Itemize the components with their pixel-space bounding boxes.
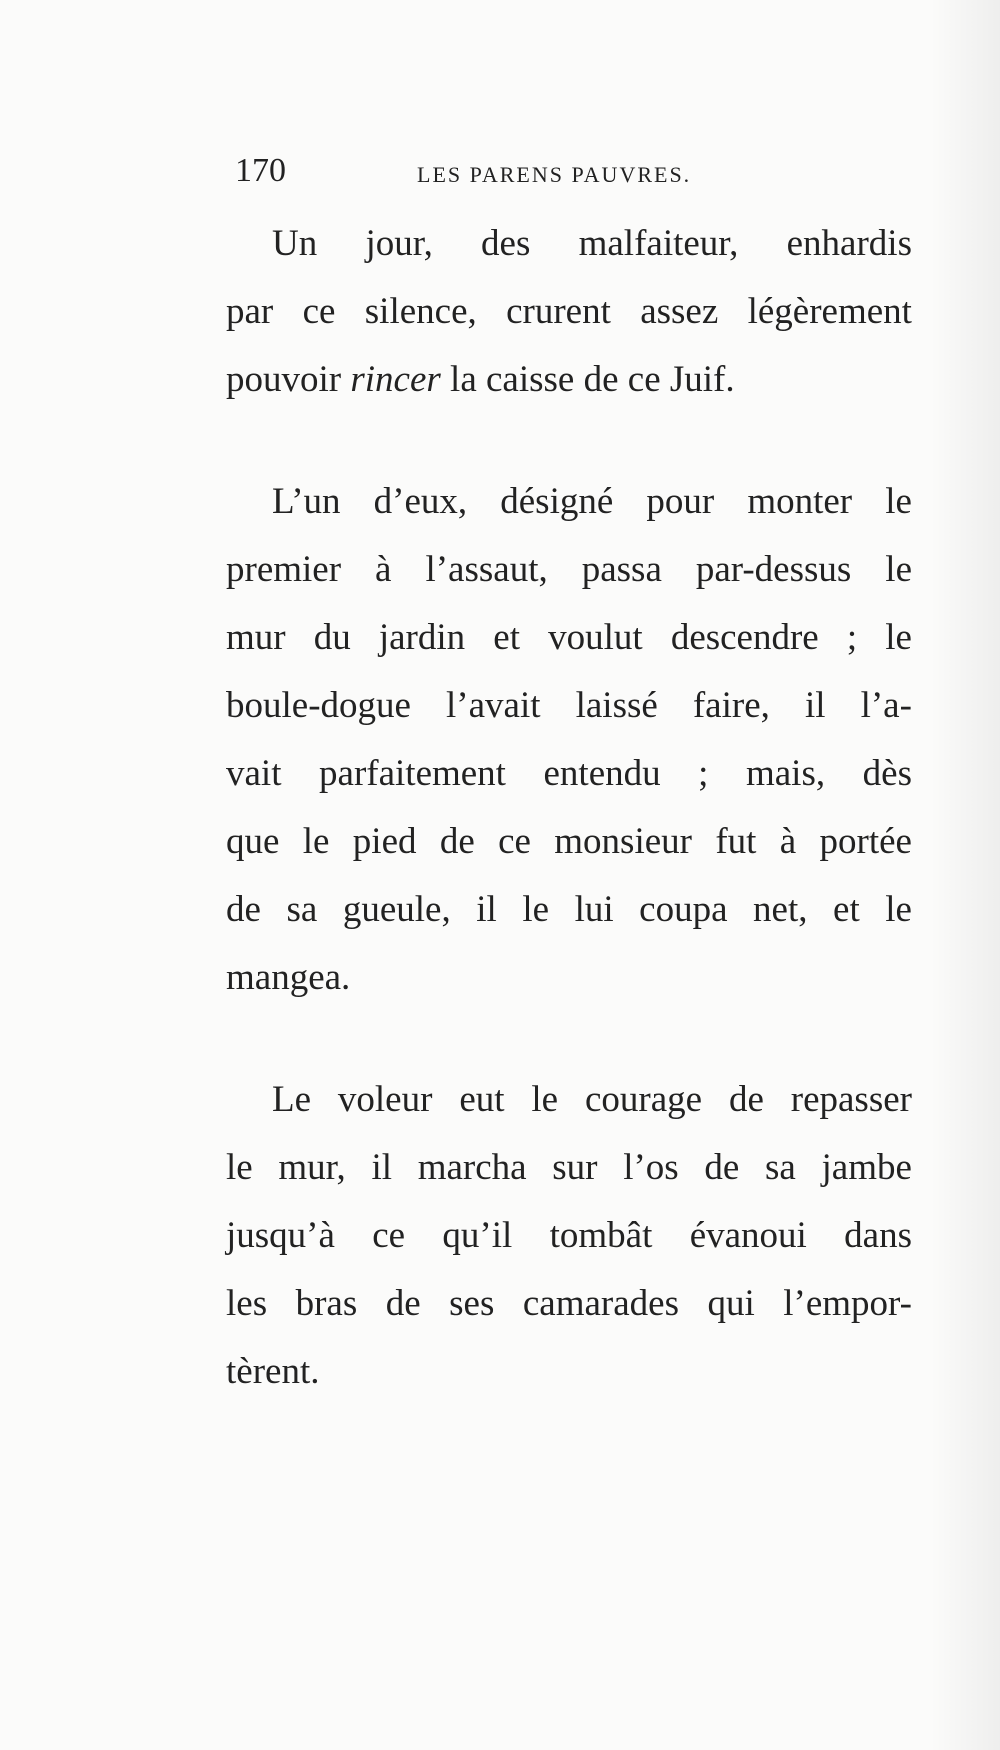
word: le xyxy=(226,1147,253,1188)
word: évanoui xyxy=(689,1215,807,1256)
word: de xyxy=(439,821,475,862)
word: ce xyxy=(372,1215,406,1256)
word: pied xyxy=(352,821,417,862)
page-number: 170 xyxy=(235,152,286,189)
text-line xyxy=(226,1202,912,1270)
word: mur, xyxy=(278,1147,346,1188)
word: le xyxy=(885,481,912,522)
word: mur xyxy=(226,617,286,658)
word: il xyxy=(804,685,826,726)
word: sa xyxy=(765,1147,796,1188)
word: dès xyxy=(862,753,912,794)
word: voleur xyxy=(337,1079,433,1120)
word: monter xyxy=(747,481,853,522)
word: il xyxy=(476,889,497,930)
word: mais, xyxy=(745,753,826,794)
word: d’eux, xyxy=(373,481,468,522)
paragraph-gap xyxy=(226,1012,912,1066)
word: le xyxy=(302,821,330,862)
word: vait xyxy=(226,753,282,794)
page-header xyxy=(235,150,750,200)
word: crurent xyxy=(506,291,611,332)
paragraph-3 xyxy=(226,1066,912,1406)
word: marcha xyxy=(417,1147,527,1188)
word: jour, xyxy=(365,223,433,264)
word: voulut xyxy=(548,617,643,658)
word: qu’il xyxy=(442,1215,513,1256)
text-line xyxy=(226,468,912,536)
word: et xyxy=(833,889,860,930)
text-line xyxy=(226,1066,912,1134)
word: camarades xyxy=(522,1283,679,1324)
word: l’empor- xyxy=(783,1283,912,1324)
word: faire, xyxy=(692,685,770,726)
word: descendre xyxy=(670,617,819,658)
word: enhardis xyxy=(786,223,912,264)
word: passa xyxy=(581,549,662,590)
word: l’avait xyxy=(446,685,541,726)
word: des xyxy=(481,223,531,264)
word: le xyxy=(531,1079,559,1120)
word: par xyxy=(226,291,274,332)
text-line xyxy=(226,944,912,1012)
word: de xyxy=(385,1283,421,1324)
word: ce xyxy=(302,291,336,332)
word: le xyxy=(885,889,912,930)
word: à xyxy=(375,549,392,590)
word: de xyxy=(728,1079,764,1120)
word: de xyxy=(704,1147,740,1188)
text-line xyxy=(226,536,912,604)
word: ; xyxy=(698,753,709,794)
word: de xyxy=(226,889,261,930)
word: qui xyxy=(707,1283,755,1324)
word: laissé xyxy=(575,685,658,726)
word: l’assaut, xyxy=(425,549,548,590)
word: l’a- xyxy=(860,685,912,726)
italic-word: rincer xyxy=(350,359,441,400)
text-line xyxy=(226,210,912,278)
word: le xyxy=(885,549,912,590)
word: que xyxy=(226,821,280,862)
word: dans xyxy=(844,1215,912,1256)
text-line xyxy=(226,1134,912,1202)
text-line xyxy=(226,1338,912,1406)
text-line xyxy=(226,740,912,808)
word: du xyxy=(313,617,351,658)
word: Un xyxy=(272,223,318,264)
text-line xyxy=(226,1270,912,1338)
word: courage xyxy=(584,1079,703,1120)
paragraph-1 xyxy=(226,210,912,414)
word: ses xyxy=(449,1283,495,1324)
word: tombât xyxy=(549,1215,653,1256)
word: légèrement xyxy=(747,291,912,332)
word: entendu xyxy=(543,753,661,794)
text-line xyxy=(226,346,912,414)
word: l’os xyxy=(623,1147,679,1188)
word: portée xyxy=(819,821,912,862)
word: lui xyxy=(574,889,614,930)
word: sa xyxy=(286,889,318,930)
word: coupa xyxy=(639,889,728,930)
word: à xyxy=(779,821,797,862)
word: et xyxy=(493,617,520,658)
word: le xyxy=(885,617,912,658)
word: jardin xyxy=(378,617,466,658)
word: gueule, xyxy=(342,889,451,930)
text-line xyxy=(226,604,912,672)
word: parfaitement xyxy=(319,753,506,794)
word: pour xyxy=(646,481,715,522)
word: par-dessus xyxy=(695,549,852,590)
word: premier xyxy=(226,549,342,590)
word: il xyxy=(371,1147,393,1188)
word: Le xyxy=(272,1079,312,1120)
word: sur xyxy=(552,1147,598,1188)
word: ; xyxy=(846,617,858,658)
word: jusqu’à xyxy=(226,1215,335,1256)
text-line-content: tèrent. xyxy=(226,1351,320,1392)
word: silence, xyxy=(364,291,477,332)
text-line xyxy=(226,672,912,740)
word: ce xyxy=(498,821,531,862)
word: repasser xyxy=(790,1079,912,1120)
word: les xyxy=(226,1283,268,1324)
word: boule-dogue xyxy=(226,685,411,726)
word: désigné xyxy=(500,481,614,522)
body-text xyxy=(226,210,912,1406)
paragraph-2 xyxy=(226,468,912,1012)
text-line-content: pouvoir rincer la caisse de ce Juif. xyxy=(226,359,735,400)
word: L’un xyxy=(272,481,341,522)
text-line-content: mangea. xyxy=(226,957,351,998)
word: bras xyxy=(295,1283,358,1324)
word: le xyxy=(522,889,550,930)
paragraph-gap xyxy=(226,414,912,468)
word: assez xyxy=(640,291,719,332)
text-line xyxy=(226,808,912,876)
word: malfaiteur, xyxy=(578,223,739,264)
word: eut xyxy=(459,1079,505,1120)
text-line xyxy=(226,876,912,944)
word: monsieur xyxy=(554,821,692,862)
text-line xyxy=(226,278,912,346)
word: jambe xyxy=(821,1147,912,1188)
word: net, xyxy=(753,889,808,930)
page-edge-shadow xyxy=(930,0,1000,1750)
running-title: LES PARENS PAUVRES. xyxy=(417,162,692,187)
word: fut xyxy=(715,821,757,862)
